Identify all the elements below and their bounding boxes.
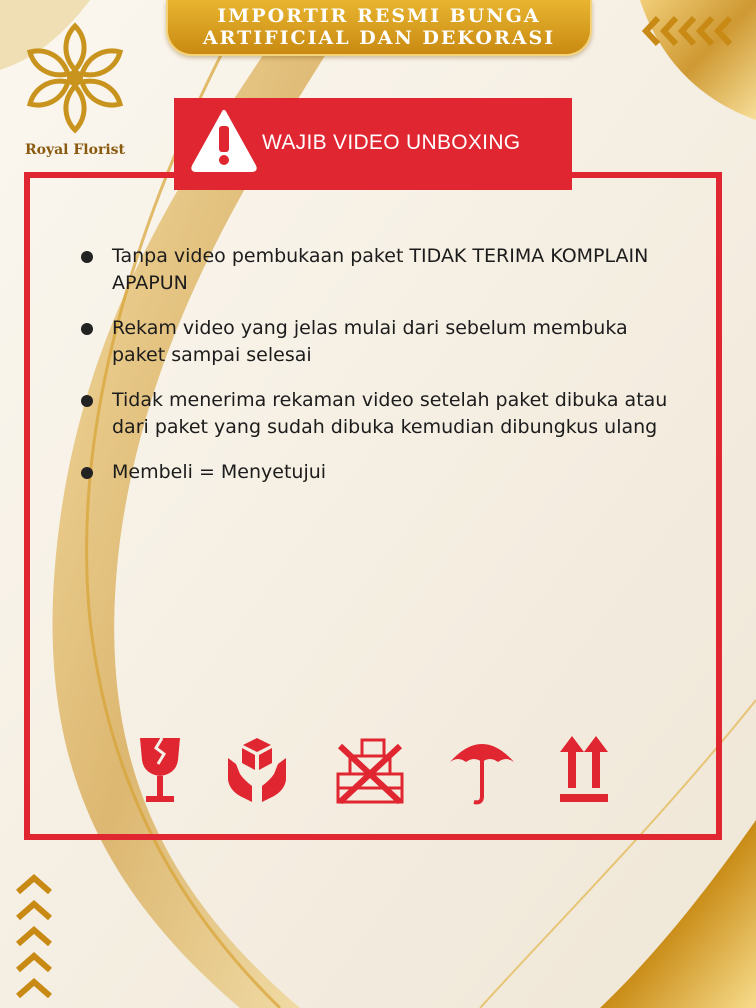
- brand-logo: [16, 20, 134, 158]
- banner-line-1: IMPORTIR RESMI BUNGA: [217, 5, 541, 27]
- handling-symbols: [130, 734, 620, 814]
- chevrons-up-icon: [14, 874, 54, 1000]
- do-not-stack-icon: [334, 734, 406, 806]
- handle-with-care-icon: [224, 734, 290, 806]
- list-item: [78, 315, 678, 369]
- header-banner: [166, 0, 592, 56]
- warning-title: WAJIB VIDEO UNBOXING: [262, 131, 521, 154]
- flower-logo-icon: [19, 20, 131, 140]
- list-item: [78, 387, 678, 441]
- this-side-up-icon: [558, 734, 610, 806]
- rules-list: [78, 243, 678, 504]
- list-item: [78, 243, 678, 297]
- chevrons-left-icon: [642, 14, 734, 48]
- banner-line-2: ARTIFICIAL DAN DEKORASI: [202, 27, 556, 49]
- brand-name: Royal Florist: [24, 142, 125, 158]
- bullet-icon: [81, 251, 93, 263]
- list-item: [78, 459, 678, 486]
- rule-text: Membeli = Menyetujui: [112, 461, 327, 483]
- warning-triangle-icon: [190, 108, 258, 172]
- bullet-icon: [81, 467, 93, 479]
- bullet-icon: [81, 323, 93, 335]
- rule-text: Tidak menerima rekaman video setelah paket dibuka atau dari paket yang sudah dibuka kemudian dibungkus ulang: [112, 389, 668, 438]
- bullet-icon: [81, 395, 93, 407]
- fragile-glass-icon: [136, 734, 184, 806]
- warning-header: [174, 98, 572, 190]
- rule-text: Rekam video yang jelas mulai dari sebelum membuka paket sampai selesai: [112, 317, 628, 366]
- keep-dry-umbrella-icon: [448, 734, 516, 806]
- rule-text: Tanpa video pembukaan paket TIDAK TERIMA KOMPLAIN APAPUN: [112, 245, 649, 294]
